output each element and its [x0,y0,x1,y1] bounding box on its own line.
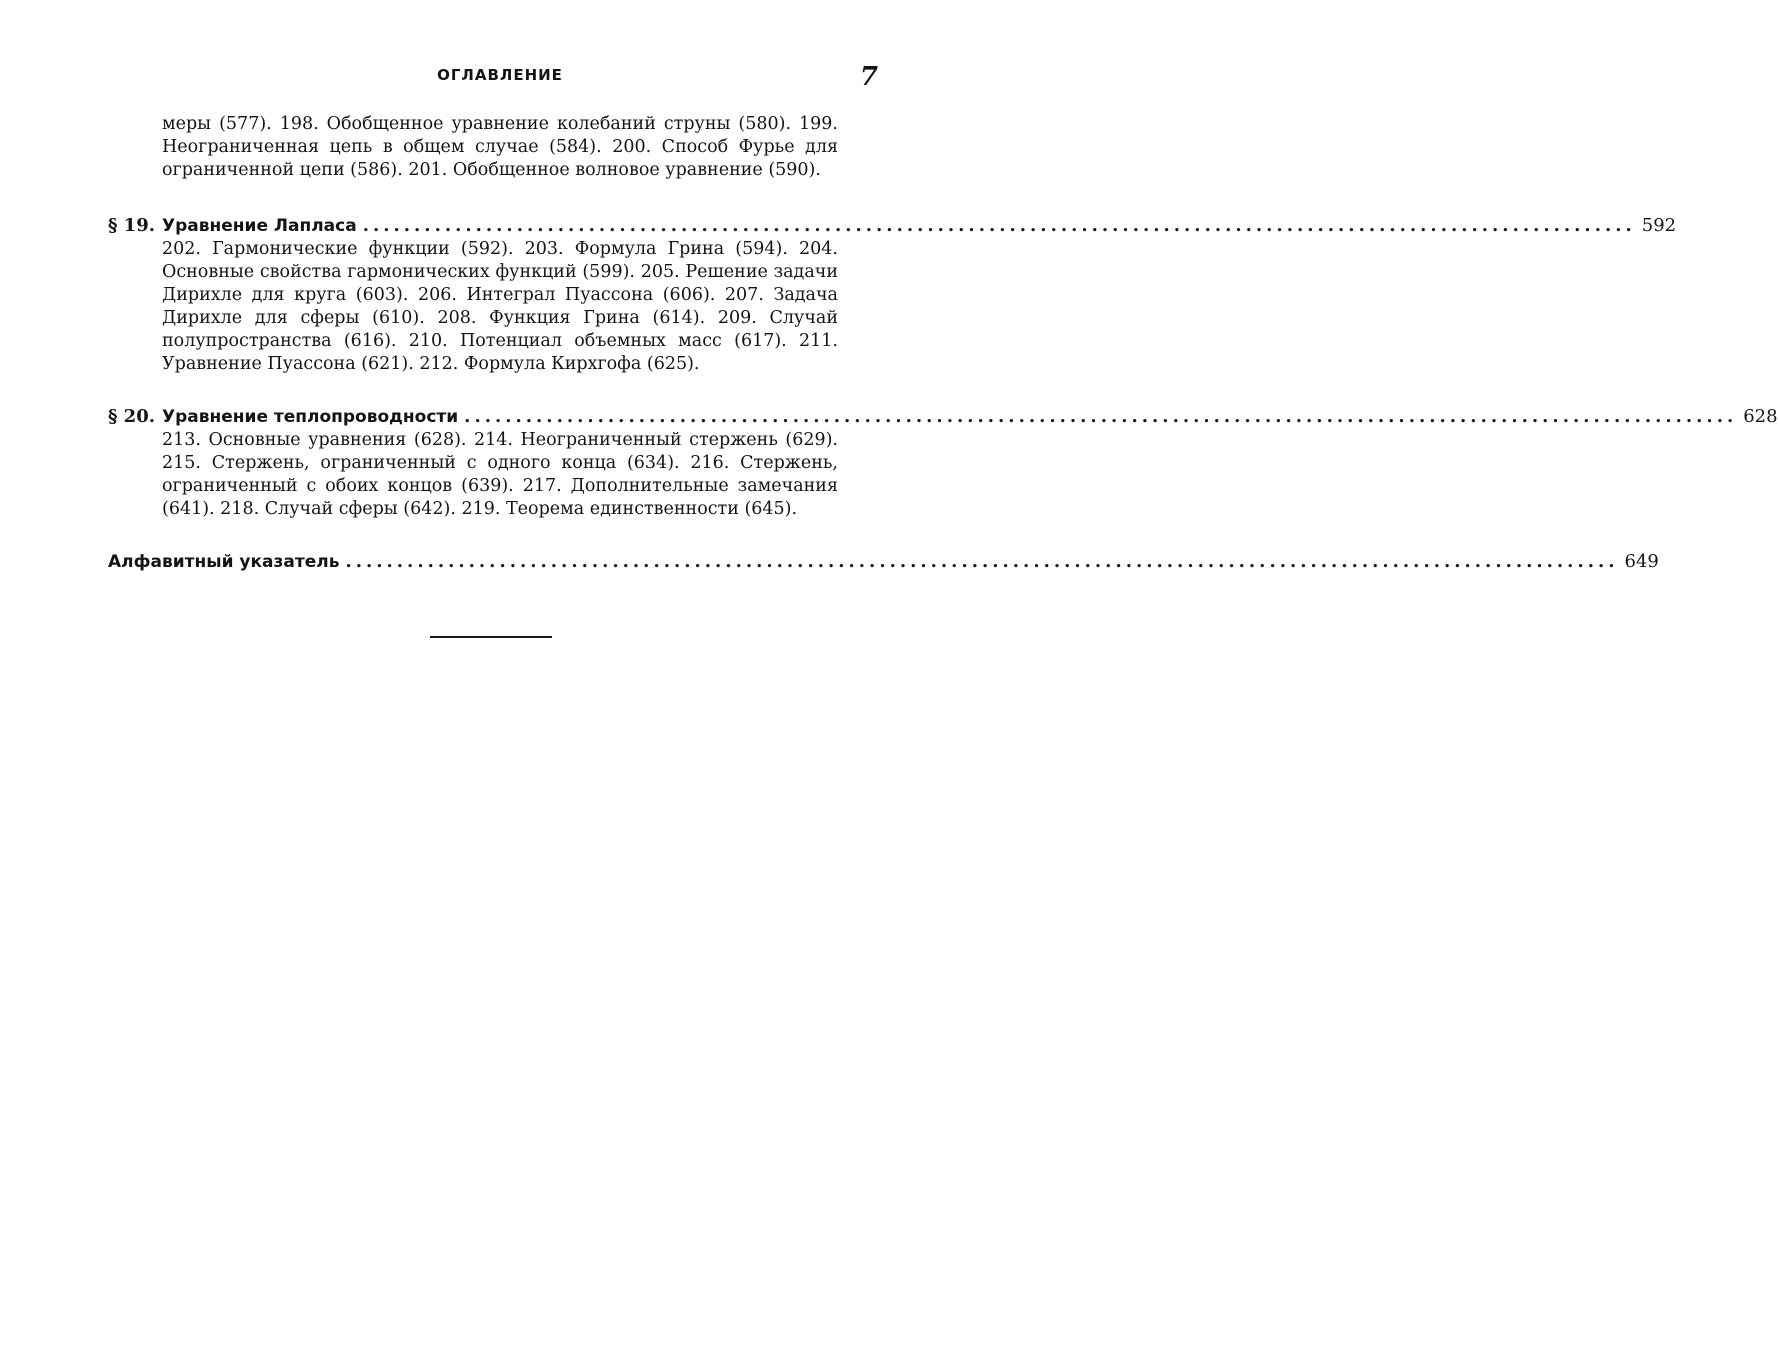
end-rule [430,636,552,638]
toc-entry-section-20 [108,405,1778,521]
section-page-number: 592 [1641,215,1677,236]
dot-leader: ............................................................................................................................ [362,215,1636,236]
toc-entry-section-19 [108,214,1677,376]
section-subentries: 213. Основные уравнения (628). 214. Неограниченный стержень (629). 215. Стержень, ограниченный с одного конца (634). 216. Стержень, ограниченный с обоих концов (639). 217. Дополнительные замечания (641). 218. Случай сферы (642). 219. Теорема единственности (645). [162,430,838,519]
index-page-number: 649 [1624,551,1659,572]
section-page-number: 628 [1743,406,1778,427]
running-title: ОГЛАВЛЕНИЕ [437,66,563,84]
toc-entry-heading [108,550,1659,574]
toc-entry-heading [108,214,1677,238]
toc-entry-index [108,550,1659,574]
dot-leader: ............................................................................................................................ [464,406,1738,427]
page-number: 7 [859,62,878,92]
continued-entry-text: меры (577). 198. Обобщенное уравнение колебаний струны (580). 199. Неограниченная цепь в общем случае (584). 200. Способ Фурье для ограниченной цепи (586). 201. Обобщенное волновое уравнение (590). [162,114,838,180]
section-title: Уравнение теплопроводности [162,407,459,427]
section-number: § 20. [108,406,155,427]
section-number: § 19. [108,215,155,236]
toc-entry-heading [108,405,1778,429]
running-head [0,62,1000,92]
section-title: Уравнение Лапласа [162,216,357,236]
index-title: Алфавитный указатель [108,552,340,572]
section-subentries: 202. Гармонические функции (592). 203. Формула Грина (594). 204. Основные свойства гармонических функций (599). 205. Решение задачи Дирихле для круга (603). 206. Интеграл Пуассона (606). 207. Задача Дирихле для сферы (610). 208. Функция Грина (614). 209. Случай полупространства (616). 210. Потенциал объемных масс (617). 211. Уравнение Пуассона (621). 212. Формула Кирхгофа (625). [162,239,838,374]
dot-leader: ............................................................................................................................ [345,551,1619,572]
